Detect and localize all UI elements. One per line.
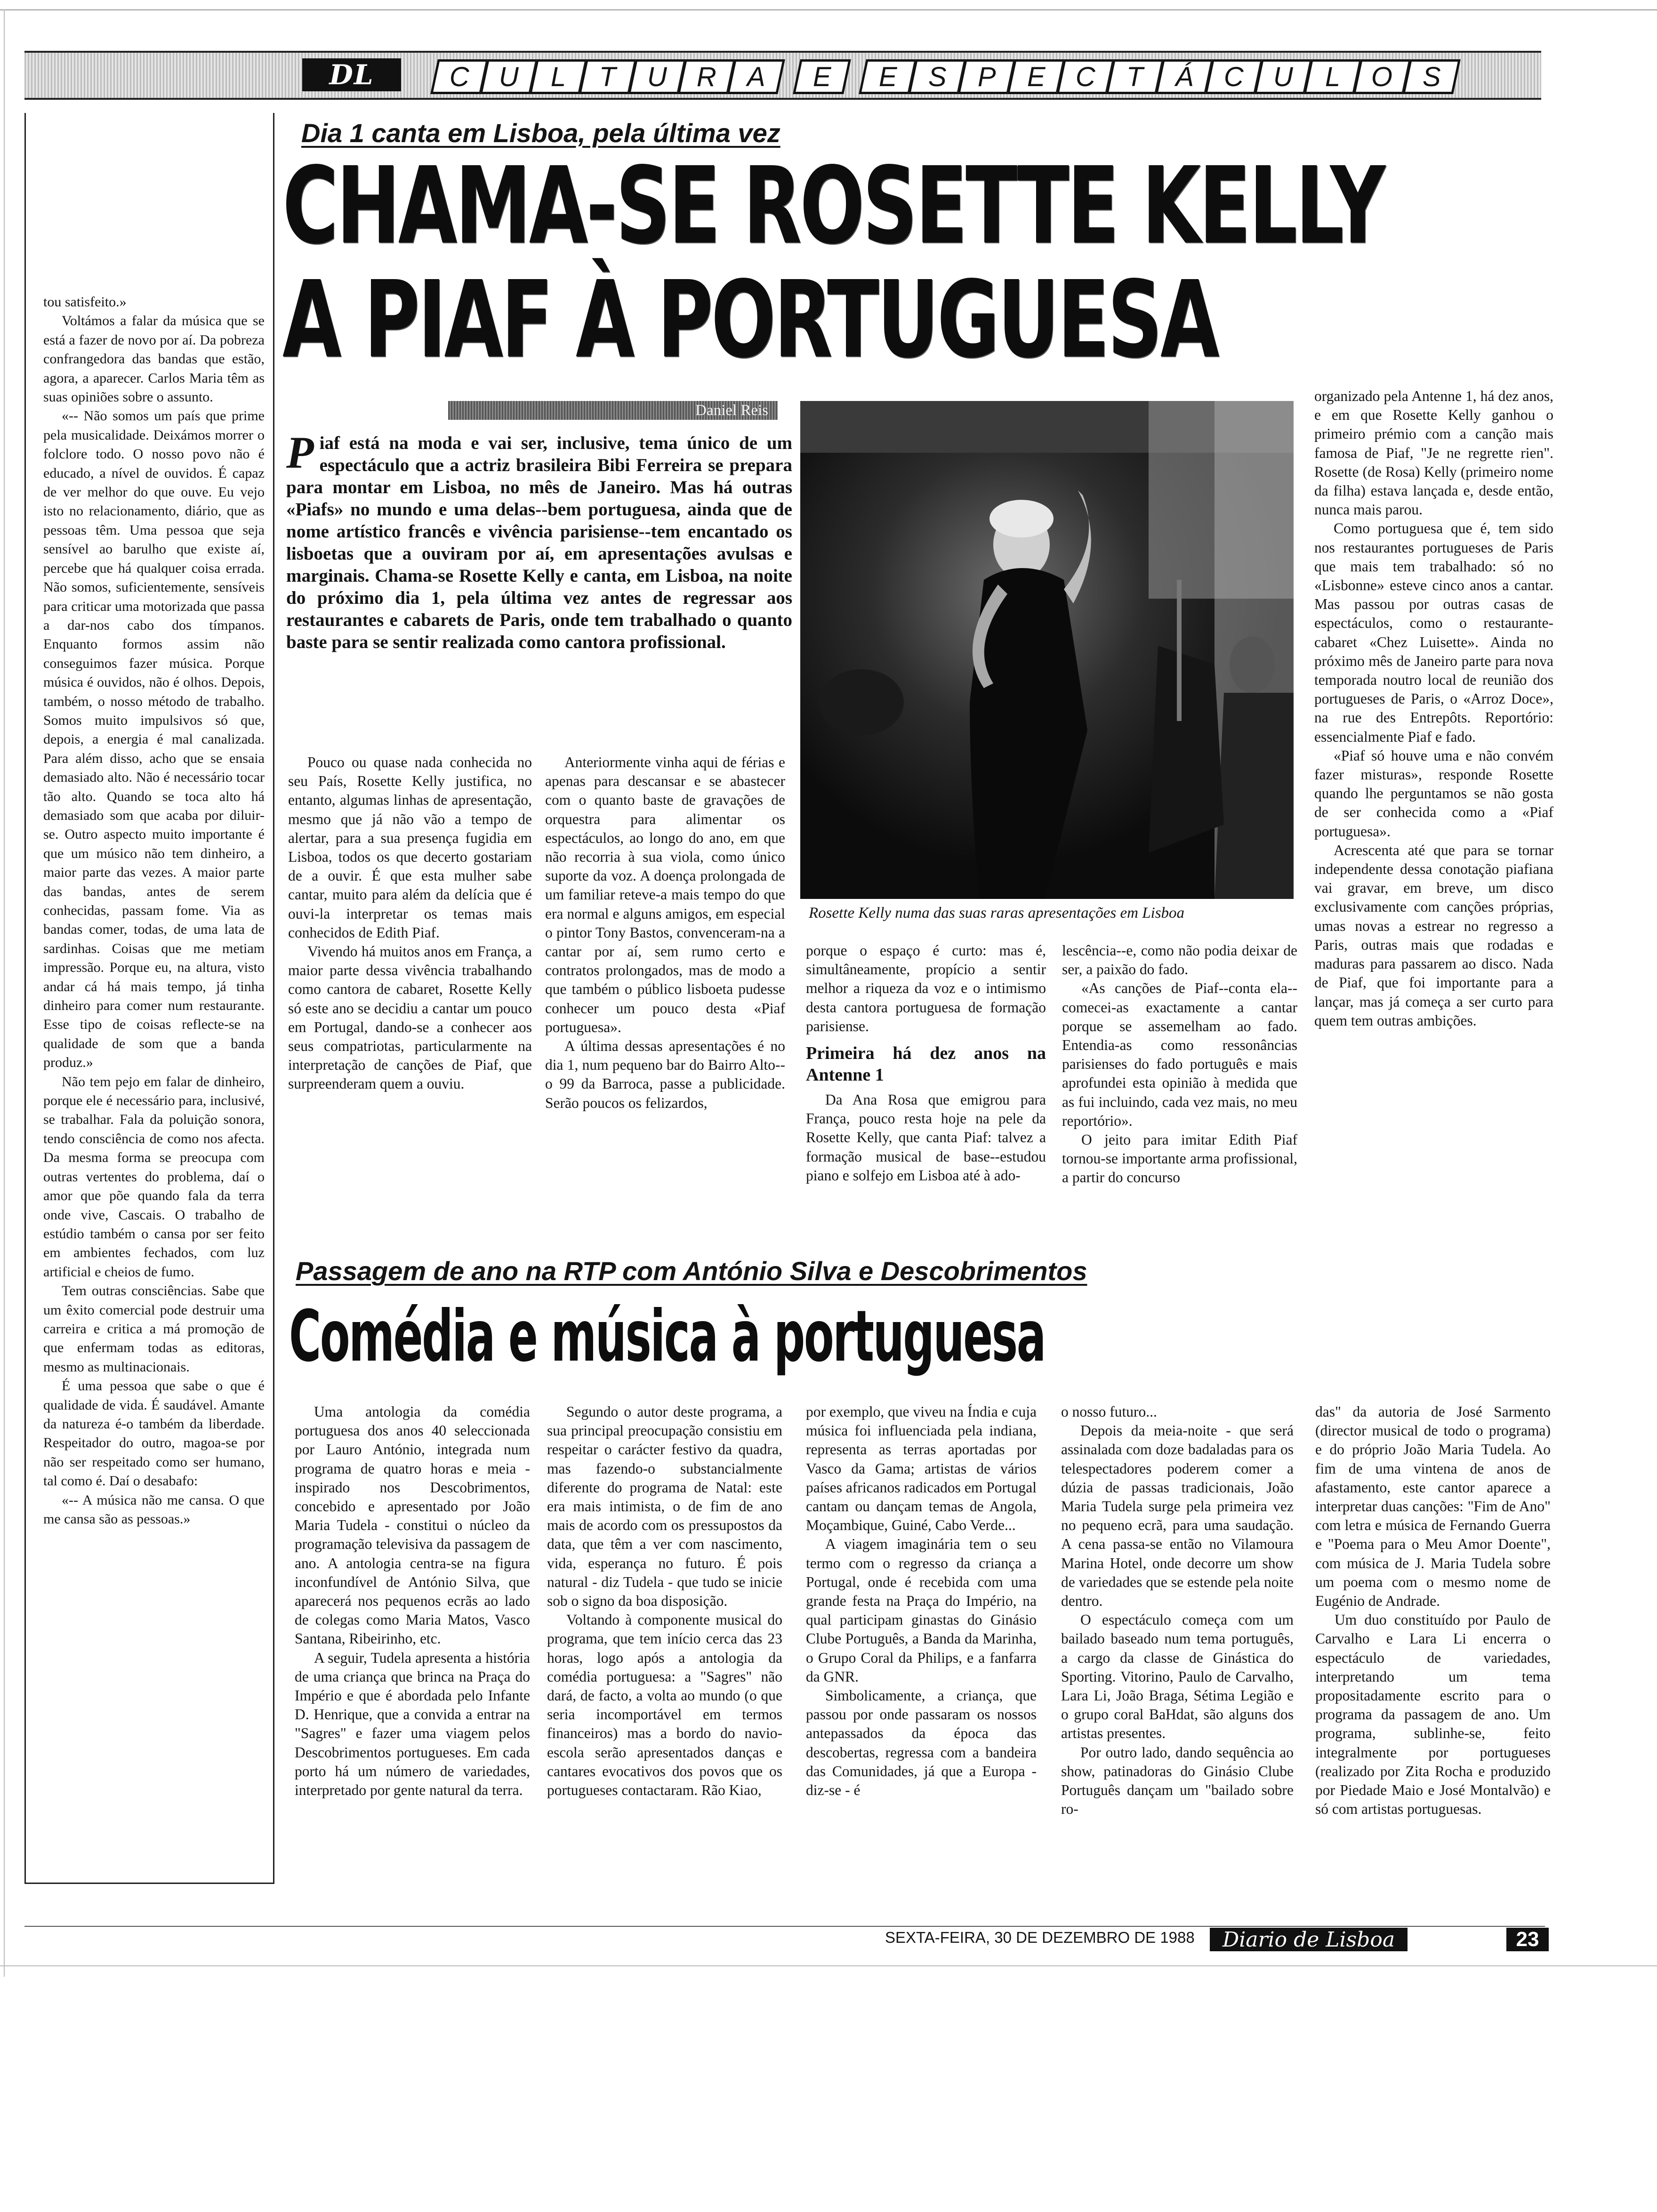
article1-paragraph: organizado pela Antenne 1, há dez anos, e em que Rosette Kelly ganhou o primeiro prémio com a canção mais famosa de Piaf, "Je ne regrette rien". Rosette (de Rosa) Kelly (primeiro nome da filha) estava lançada e, desde então, nunca mais parou. bbox=[1314, 388, 1553, 518]
section-letter-box bbox=[1254, 59, 1312, 94]
article1-subhead: Primeira há dez anos na Antenne 1 bbox=[806, 1043, 1046, 1085]
article1-paragraph: Da Ana Rosa que emigrou para França, pouco resta hoje na pele da Rosette Kelly, que canta Piaf: talvez a formação musical de base--estudou piano e solfejo em Lisboa até à ado- bbox=[806, 1091, 1046, 1184]
section-letter-box bbox=[727, 59, 785, 94]
article1-col1 bbox=[288, 753, 532, 1094]
lead-dropcap: P bbox=[286, 427, 314, 478]
left-paragraph: «-- Não somos um país que prime pela musicalidade. Deixámos morrer o folclore todo. O nosso povo não é educado, a nível de ouvidos. É capaz de ver melhor do que ouve. Eu vejo isto no relacionamento, diário, que as pessoas têm. Uma pessoa que seja sensível ao barulho que existe aí, percebe que há qualquer coisa errada. Não somos, suficientemente, sensíveis para criticar uma motorizada que passa a dar-nos cabo dos tímpanos. Enquanto formos assim não conseguimos fazer música. Porque música é ouvidos, não é olhos. Depois, também, o nosso método de trabalho. Somos muito impulsivos só que, depois, a energia é mal canalizada. Para além disso, acho que se ensaia demasiado alto. Não é necessário tocar tão alto. Quando se toca alto há demasiado som que acaba por diluir-se. Outro aspecto muito importante é que um músico não tem dinheiro, a maior parte das vezes. A maior parte das bandas, antes de serem conhecidas, passam fome. Via as bandas comer, todas, de uma lata de sardinhas. Coisas que me metiam impressão. Porque eu, na altura, visto andar cá há mais tempo, já tinha dinheiro para comer num restaurante. Esse tipo de coisas reflecte-se na qualidade de som que a banda produz.» bbox=[43, 408, 265, 1071]
article1-headline-line2: A PIAF À PORTUGUESA bbox=[282, 258, 1218, 382]
article2-paragraph: A viagem imaginária tem o seu termo com o regresso da criança a Portugal, onde é recebida com uma grande festa na Praça do Império, na qual participam ginastas do Ginásio Clube Português, a Banda da Marinha, o Grupo Coral da Philips, e a fanfarra da GNR. bbox=[806, 1536, 1037, 1685]
article1-col3 bbox=[806, 941, 1046, 1185]
article2-paragraph: Segundo o autor deste programa, a sua principal preocupação consistiu em respeitar o carácter festivo da quadra, mas fazendo-o substancialmente diferente do programa de Natal: este era mais intimista, o de fim de ano mais de acordo com os pressupostos da data, que têm a ver com nascimento, vida, esperança no futuro. É pois natural - diz Tudela - que tudo se inicie sob o signo da boa disposição. bbox=[547, 1403, 782, 1610]
article2-col5 bbox=[1315, 1403, 1551, 1819]
left-paragraph: tou satisfeito.» bbox=[43, 294, 127, 310]
section-letter-box bbox=[628, 59, 686, 94]
left-paragraph: Não tem pejo em falar de dinheiro, porque ele é necessário para, inclusivé, se trabalhar. Fala da poluição sonora, tendo consciência de como nos afecta. Da mesma forma se preocupa com outras vertentes do problema, daí o amor que põe quando fala da terra onde vive, Cascais. O trabalho de estúdio também o cansa por ser feito em ambientes fechados, com luz artificial e cheios de fumo. bbox=[43, 1074, 265, 1280]
section-letter: E bbox=[1027, 61, 1046, 92]
article2-paragraph: das" da autoria de José Sarmento (director musical de todo o programa) e do próprio João Maria Tudela. Ao fim de uma vintena de anos de afastamento, este cantor aparece a interpretar duas canções: "Fim de Ano" com letra e música de Fernando Guerra e "Poema para o Meu Amor Doente", com música de J. Maria Tudela sobre um poema com o mesmo nome de Eugénio de Andrade. bbox=[1315, 1403, 1551, 1610]
article2-paragraph: A seguir, Tudela apresenta a história de uma criança que brinca na Praça do Império e que é abordada pelo Infante D. Henrique, que a convida a entrar na "Sagres" e fazer uma viagem pelos Descobrimentos portugueses. Em cada porto há um número de variedades, interpretado por gente natural da terra. bbox=[295, 1649, 530, 1799]
article1-paragraph: Vivendo há muitos anos em França, a maior parte dessa vivência trabalhando como cantora de cabaret, Rosette Kelly só este ano se decidiu a cantar um pouco em Portugal, dando-se a conhecer aos seus compatriotas, particularmente na interpretação de canções de Piaf, que surpreenderam quem a ouviu. bbox=[288, 943, 532, 1092]
article2-kicker: Passagem de ano na RTP com António Silva e Descobrimentos bbox=[296, 1256, 1087, 1286]
section-letter-box bbox=[1056, 59, 1115, 94]
section-header-band bbox=[24, 51, 1541, 100]
footer-date: SEXTA-FEIRA, 30 DE DEZEMBRO DE 1988 bbox=[885, 1929, 1195, 1946]
article1-col4 bbox=[1062, 941, 1297, 1187]
article1-paragraph: A última dessas apresentações é no dia 1, num pequeno bar do Bairro Alto--o 99 da Barroca, passe a publicidade. Serão poucos os felizardos, bbox=[545, 1038, 785, 1111]
section-letter: L bbox=[550, 61, 566, 92]
section-letter: U bbox=[1273, 61, 1293, 92]
bottom-scan-edge bbox=[0, 1965, 1657, 1966]
section-letter-box bbox=[1106, 59, 1164, 94]
section-letter-box bbox=[529, 59, 587, 94]
article2-paragraph: Uma antologia da comédia portuguesa dos anos 40 seleccionada por Lauro António, integrada num programa de quatro horas e meia - inspirado nos Descobrimentos, concebido e apresentado por João Maria Tudela - constitui o núcleo da programação televisiva da passagem de ano. A antologia centra-se na figura inconfundível de António Silva, que aparecerá nos pequenos ecrãs ao lado de colegas como Maria Matos, Vasco Santana, Ribeirinho, etc. bbox=[295, 1403, 530, 1647]
section-letter-box bbox=[1205, 59, 1263, 94]
footer-rule bbox=[24, 1926, 1545, 1927]
article1-paragraph: Acrescenta até que para se tornar independente dessa conotação piafiana vai gravar, em breve, um disco exclusivamente com canções próprias, umas novas a estrear no regresso a Paris, outras mais que rodadas e maduras para passarem ao disco. Nada de Piaf, que foi importante para a lançar, mas já começa a ser curto para quem tem outras ambições. bbox=[1314, 842, 1553, 1029]
article2-col3 bbox=[806, 1403, 1037, 1800]
section-letter: T bbox=[1126, 61, 1143, 92]
article1-paragraph: Como portuguesa que é, tem sido nos restaurantes portugueses de Paris que mais tem trabalhado: só no «Lisbonne» esteve cinco anos a cantar. Mas passou por outras casas de espectáculos, como o restaurante-cabaret «Chez Luisette». Ainda no próximo mês de Janeiro parte para nova temporada noutro local de reunião dos portugueses de Paris, o «Arroz Doce», na rue des Entrepôts. Reportório: essencialmente Piaf e fado. bbox=[1314, 520, 1553, 745]
section-letter: E bbox=[878, 61, 897, 92]
section-letter-box bbox=[579, 59, 637, 94]
left-paragraph: Tem outras consciências. Sabe que um êxito comercial pode destruir uma carreira e critica a má promoção de que enfermam todas as editoras, mesmo as multinacionais. bbox=[43, 1283, 265, 1375]
article1-paragraph: lescência--e, como não podia deixar de ser, a paixão do fado. bbox=[1062, 942, 1297, 978]
article2-paragraph: Por outro lado, dando sequência ao show, patinadoras do Ginásio Clube Português dançam um "bailado sobre ro- bbox=[1061, 1744, 1294, 1818]
singer-photo-image bbox=[800, 401, 1294, 899]
section-letter-box bbox=[430, 59, 489, 94]
article1-headline-line1: CHAMA-SE ROSETTE KELLY bbox=[282, 144, 1384, 268]
left-paragraph: Voltámos a falar da música que se está a fazer de novo por aí. Da pobreza confrangedora das bandas que estão, agora, a aparecer. Carlos Maria têm as suas opiniões sobre o assunto. bbox=[43, 313, 265, 405]
article1-paragraph: porque o espaço é curto: mas é, simultâneamente, propício a sentir melhor a riqueza da voz e o intimismo desta cantora portuguesa de formação parisiense. bbox=[806, 942, 1046, 1034]
section-letter: S bbox=[928, 61, 947, 92]
article2-col4 bbox=[1061, 1403, 1294, 1819]
section-letter-box bbox=[793, 59, 851, 94]
article1-paragraph: «Piaf só houve uma e não convém fazer misturas», responde Rosette quando lhe perguntamos se não gosta de ser conhecida como a «Piaf portuguesa». bbox=[1314, 747, 1553, 840]
section-letter-box bbox=[908, 59, 966, 94]
article1-paragraph: Pouco ou quase nada conhecida no seu País, Rosette Kelly justifica, no entanto, algumas linhas de apresentação, mesmo que já não vão a tempo de alertar, para a sua presença fugidia em Lisboa, todos os que decerto gostariam de a ouvir. É que esta mulher sabe cantar, muito para além da delícia que é ouvi-la interpretar os temas mais conhecidos de Edith Piaf. bbox=[288, 754, 532, 941]
left-paragraph: «-- A música não me cansa. O que me cansa são as pessoas.» bbox=[43, 1492, 265, 1527]
article1-kicker: Dia 1 canta em Lisboa, pela última vez bbox=[301, 118, 780, 148]
section-letter-box bbox=[480, 59, 538, 94]
section-letter: Á bbox=[1175, 61, 1194, 92]
section-letter: O bbox=[1371, 61, 1393, 92]
lead-text: iaf está na moda e vai ser, inclusive, tema único de um espectáculo que a actriz brasileira Bibi Ferreira se prepara para montar em Lisboa, no mês de Janeiro. Mas há outras «Piafs» no mundo e uma delas--bem portuguesa, ainda que de nome artístico francês e vivência parisiense--tem encantado os lisboetas que a ouviram por aí, em apresentações avulsas e marginais. Chama-se Rosette Kelly e canta, em Lisboa, na noite do próximo dia 1, pela última vez antes de regressar aos restaurantes e cabarets de Paris, onde tem trabalhado o quanto baste para se sentir realizada como cantora profissional. bbox=[286, 433, 792, 652]
byline: Daniel Reis bbox=[695, 402, 768, 419]
section-letter: P bbox=[977, 61, 996, 92]
left-scan-edge bbox=[4, 9, 5, 1977]
article1-col2 bbox=[545, 753, 785, 1113]
article1-col5 bbox=[1314, 387, 1553, 1030]
section-letter-box bbox=[1353, 59, 1411, 94]
section-letter-box bbox=[1303, 59, 1362, 94]
section-letter-box bbox=[1155, 59, 1214, 94]
article2-headline: Comédia e música à portuguesa bbox=[289, 1296, 1045, 1378]
article1-paragraph: Anteriormente vinha aqui de férias e apenas para descansar e se abastecer com o quanto baste de gravações de orquestra para alimentar os espectáculos, ao longo do ano, em que não recorria à sua viola, como único suporte da voz. A doença prolongada de um familiar reteve-a mais tempo do que era normal e alguns amigos, em especial o pintor Tony Bastos, convenceram-na a cantar por aí, sem rumo certo e contratos prolongados, mas de modo a que também o público lisboeta pudesse conhecer um pouco desta «Piaf portuguesa». bbox=[545, 754, 785, 1035]
page-number: 23 bbox=[1506, 1928, 1549, 1951]
section-letter: U bbox=[499, 61, 519, 92]
section-letter: L bbox=[1325, 61, 1341, 92]
top-border-line bbox=[0, 9, 1657, 10]
article2-col2 bbox=[547, 1403, 782, 1800]
section-letter-box bbox=[957, 59, 1016, 94]
section-logo: DL bbox=[302, 58, 401, 91]
section-letter-box bbox=[859, 59, 917, 94]
photo-caption: Rosette Kelly numa das suas raras apresentações em Lisboa bbox=[809, 905, 1185, 922]
section-letter: S bbox=[1422, 61, 1441, 92]
section-letter: U bbox=[647, 61, 667, 92]
article1-photo bbox=[800, 401, 1294, 899]
section-letter: R bbox=[697, 61, 716, 92]
section-letter: C bbox=[1224, 61, 1244, 92]
article2-paragraph: O espectáculo começa com um bailado baseado num tema português, a cargo da classe de Ginástica do Sporting. Vitorino, Paulo de Carvalho, Lara Li, João Braga, Sétima Legião e o grupo coral BaHdat, são alguns dos artistas presentes. bbox=[1061, 1611, 1294, 1742]
article2-paragraph: Um duo constituído por Paulo de Carvalho e Lara Li encerra o espectáculo de variedades, interpretando um tema propositadamente escrito para o programa da passagem de ano. Um programa, sublinhe-se, feito integralmente por portugueses (realizado por Zita Rocha e produzido por Piedade Maio e José Montalvão) e só com artistas portuguesas. bbox=[1315, 1611, 1551, 1818]
left-column-text bbox=[43, 293, 265, 1529]
section-letter: C bbox=[1076, 61, 1095, 92]
section-letter-box bbox=[677, 59, 736, 94]
section-letter-box bbox=[1402, 59, 1461, 94]
article2-paragraph: Depois da meia-noite - que será assinalada com doze badaladas para os telespectadores poderem comer a dúzia de passas tradicionais, João Maria Tudela surge pela primeira vez no pequeno ecrã, para uma saudação. A cena passa-se então no Vilamoura Marina Hotel, onde decorre um show de variedades que se estende pela noite dentro. bbox=[1061, 1422, 1294, 1610]
article2-paragraph: Simbolicamente, a criança, que passou por onde passaram os nossos antepassados da época das descobertas, regressa com a bandeira das Comunidades, já que a Europa - diz-se - é bbox=[806, 1687, 1037, 1799]
article1-paragraph: «As canções de Piaf--conta ela--comecei-as exactamente a cantar porque se assemelham ao fado. Entendia-as como ressonâncias parisienses do fado português e mais aprofundei esta opinião à medida que as fui incluindo, cada vez mais, no meu reportório». bbox=[1062, 980, 1297, 1129]
section-letter: C bbox=[450, 61, 469, 92]
section-letter: T bbox=[599, 61, 616, 92]
byline-bar bbox=[448, 401, 778, 420]
section-letter-box bbox=[1007, 59, 1065, 94]
section-letter: A bbox=[747, 61, 765, 92]
article2-col1 bbox=[295, 1403, 530, 1800]
article1-lead bbox=[286, 427, 792, 653]
article1-paragraph: O jeito para imitar Edith Piaf tornou-se importante arma profissional, a partir do concurso bbox=[1062, 1131, 1297, 1186]
footer-masthead: Diario de Lisboa bbox=[1210, 1928, 1408, 1951]
article2-paragraph: Voltando à componente musical do programa, que tem início cerca das 23 horas, logo após a antologia da comédia portuguesa: a "Sagres" não dará, de facto, a volta ao mundo (o que seria incomportável em termos financeiros) mas a bordo do navio-escola serão apresentados danças e cantares evocativos dos povos que os portugueses contactaram. Rão Kiao, bbox=[547, 1611, 782, 1799]
article2-paragraph: o nosso futuro... bbox=[1061, 1403, 1157, 1420]
section-letter: E bbox=[812, 61, 831, 92]
left-paragraph: É uma pessoa que sabe o que é qualidade de vida. É saudável. Amante da natureza é-o também da liberdade. Respeitador do outro, magoa-se por não ser respeitado como ser humano, tal como é. Daí o desabafo: bbox=[43, 1378, 265, 1489]
article2-paragraph: por exemplo, que viveu na Índia e cuja música foi influenciada pela indiana, representa as terras aportadas por Vasco da Gama; artistas de vários países africanos radicados em Portugal cantam ou dançam temas de Angola, Moçambique, Guiné, Cabo Verde... bbox=[806, 1403, 1037, 1534]
